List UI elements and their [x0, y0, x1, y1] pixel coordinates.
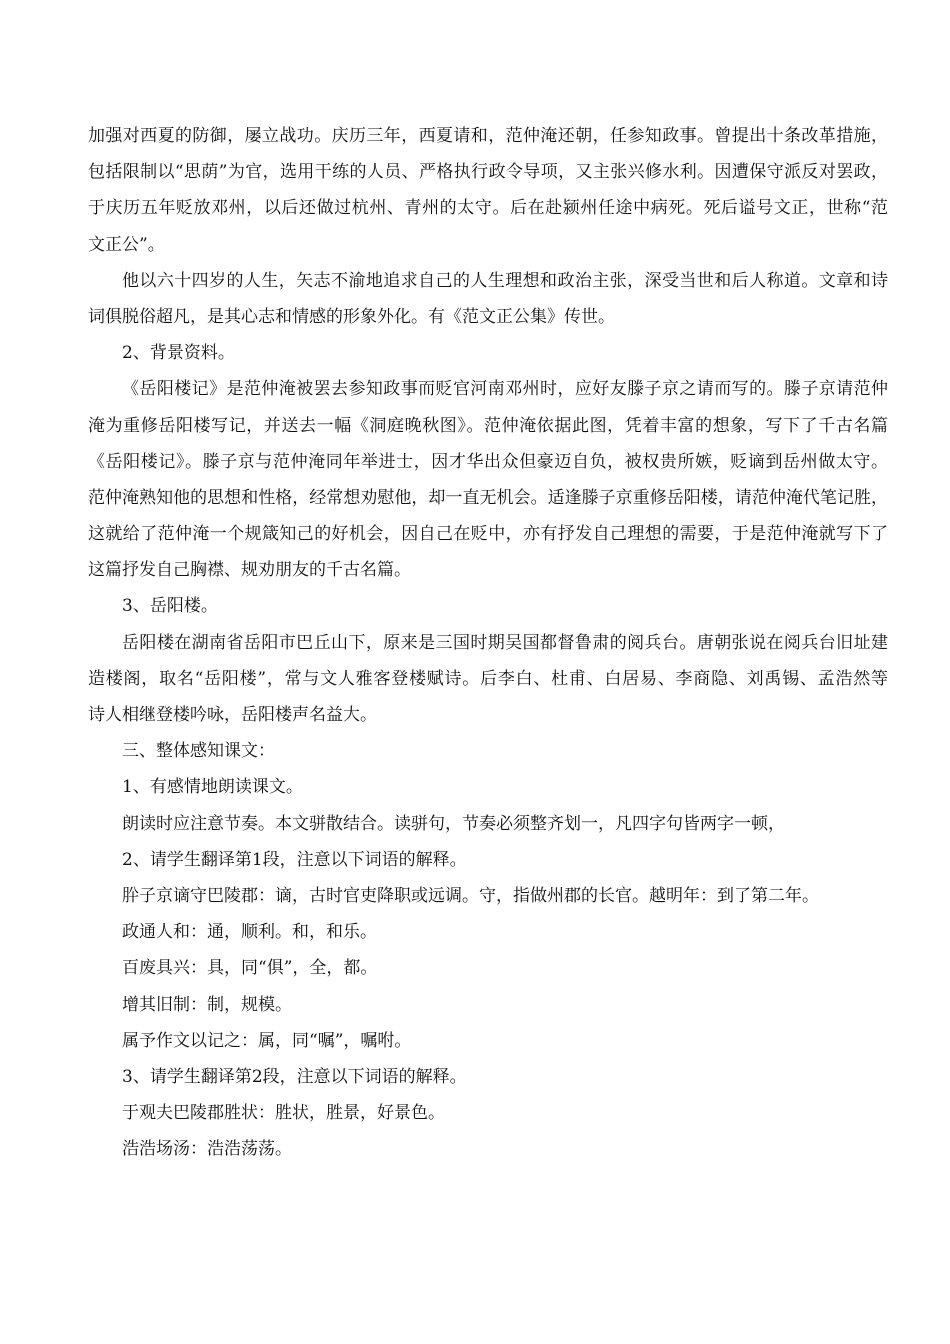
text-line: 《岳阳楼记》是范仲淹被罢去参知政事而贬官河南邓州时，应好友滕子京之请而写的。滕子京请范仲 — [122, 379, 888, 400]
text-line: 词俱脱俗超凡，是其心志和情感的形象外化。有《范文正公集》传世。 — [88, 306, 615, 327]
text-line: 增其旧制：制，规模。 — [122, 994, 292, 1015]
text-line: 诗人相继登楼吟咏，岳阳楼声名益大。 — [88, 705, 377, 725]
text-line: 三、整体感知课文： — [122, 741, 275, 762]
text-line: 《岳阳楼记》。滕子京与范仲淹同年举进士，因才华出众但豪迈自负，被权贵所嫉，贬谪到岳州做太守。 — [88, 451, 888, 472]
text-line: 这就给了范仲淹一个规箴知己的好机会，因自己在贬中，亦有抒发自己理想的需要，于是范仲淹就写下了 — [88, 524, 888, 545]
text-line: 3、请学生翻译第2段，注意以下词语的解释。 — [122, 1066, 467, 1087]
text-line: 政通人和：通，顺利。和，和乐。 — [122, 922, 377, 943]
text-line: 加强对西夏的防御，屡立战功。庆历三年，西夏请和，范仲淹还朝，任参知政事。曾提出十条改革措施， — [88, 126, 888, 146]
text-line: 肸子京谪守巴陵郡：谪，古时官吏降职或远调。守，指做州郡的长官。越明年：到了第二年。 — [122, 885, 819, 906]
text-line: 属予作文以记之：属，同“嘱”，嘱咐。 — [122, 1030, 412, 1051]
text-line: 百废具兴：具，同“俱”，全，都。 — [122, 958, 378, 979]
text-line: 于观夫巴陵郡胜状：胜状，胜景，好景色。 — [122, 1103, 445, 1124]
text-line: 这篇抒发自己胸襟、规劝朋友的千古名篇。 — [88, 560, 411, 581]
text-line: 包括限制以“思荫”为官，选用干练的人员、严格执行政令导项，又主张兴修水利。因遭保守派反对罢政， — [88, 162, 888, 183]
text-line: 朗读时应注意节奏。本文骈散结合。读骈句，节奏必须整齐划一，凡四字句皆两字一顿， — [122, 813, 785, 834]
text-line: 淹为重修岳阳楼写记，并送去一幅《洞庭晚秋图》。范仲淹依据此图，凭着丰富的想象，写下了千古名篇 — [88, 415, 888, 436]
text-line: 1、有感情地朗读课文。 — [122, 777, 303, 798]
text-line: 岳阳楼在湖南省岳阳市巴丘山下，原来是三国时期吴国都督鲁肃的阅兵台。唐朝张说在阅兵台旧址建 — [122, 632, 888, 653]
text-line: 3、岳阳楼。 — [122, 596, 218, 617]
text-line: 他以六十四岁的人生，矢志不渝地追求自己的人生理想和政治主张，深受当世和后人称道。文章和诗 — [122, 270, 888, 291]
text-line: 于庆历五年贬放邓州，以后还做过杭州、青州的太守。后在赴颍州任途中病死。死后谥号文正，世称“范 — [88, 198, 888, 219]
text-line: 造楼阁，取名“岳阳楼”，常与文人雅客登楼赋诗。后李白、杜甫、白居易、李商隐、刘禹锡、孟浩然等 — [88, 668, 888, 689]
text-line: 2、请学生翻译第1段，注意以下词语的解释。 — [122, 849, 467, 870]
document-page — [88, 118, 888, 1167]
text-line: 范仲淹熟知他的思想和性格，经常想劝慰他，却一直无机会。适逢滕子京重修岳阳楼，请范仲淹代笔记胜， — [88, 487, 888, 508]
text-line: 浩浩场汤：浩浩荡荡。 — [122, 1139, 292, 1160]
text-line: 文正公”。 — [88, 234, 165, 255]
text-line: 2、背景资料。 — [122, 343, 235, 364]
